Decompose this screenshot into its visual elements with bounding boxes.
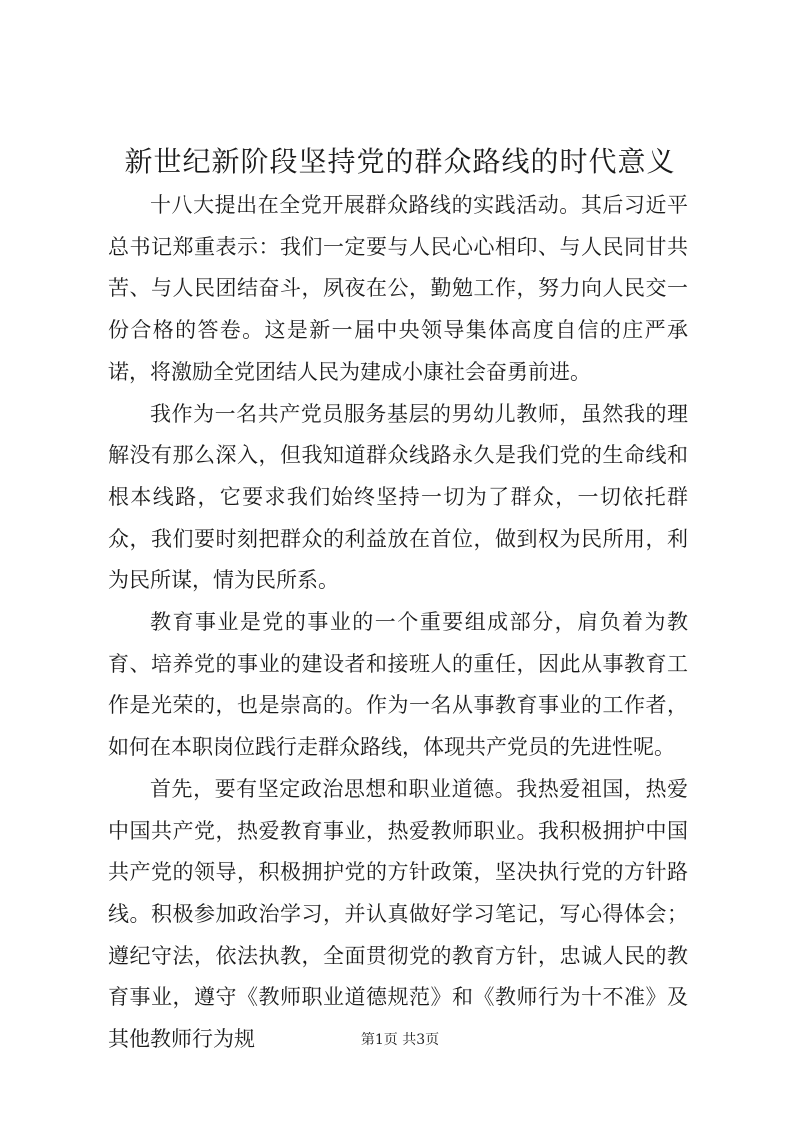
document-title: 新世纪新阶段坚持党的群众路线的时代意义 <box>124 145 676 178</box>
paragraph-2: 我作为一名共产党员服务基层的男幼儿教师，虽然我的理解没有那么深入，但我知道群众线路永久是我们党的生命线和根本线路，它要求我们始终坚持一切为了群众，一切依托群众，我们要时刻把群众的利益放在首位，做到权为民所用，利为民所谋，情为民所系。 <box>108 401 688 593</box>
document-body <box>108 185 688 1061</box>
paragraph-4: 首先，要有坚定政治思想和职业道德。我热爱祖国，热爱中国共产党，热爱教育事业，热爱教师职业。我积极拥护中国共产党的领导，积极拥护党的方针政策，坚决执行党的方针路线。积极参加政治学习，并认真做好学习笔记，写心得体会；遵纪守法，依法执教，全面贯彻党的教育方针，忠诚人民的教育事业，遵守《教师职业道德规范》和《教师行为十不准》及其他教师行为规 <box>108 776 688 1052</box>
page-number-footer: 第1页 共3页 <box>360 1032 440 1048</box>
paragraph-3: 教育事业是党的事业的一个重要组成部分，肩负着为教育、培养党的事业的建设者和接班人的重任，因此从事教育工作是光荣的，也是崇高的。作为一名从事教育事业的工作者，如何在本职岗位践行走群众路线，体现共产党员的先进性呢。 <box>108 610 688 760</box>
paragraph-1: 十八大提出在全党开展群众路线的实践活动。其后习近平总书记郑重表示：我们一定要与人民心心相印、与人民同甘共苦、与人民团结奋斗，夙夜在公，勤勉工作，努力向人民交一份合格的答卷。这是新一届中央领导集体高度自信的庄严承诺，将激励全党团结人民为建成小康社会奋勇前进。 <box>108 193 688 384</box>
